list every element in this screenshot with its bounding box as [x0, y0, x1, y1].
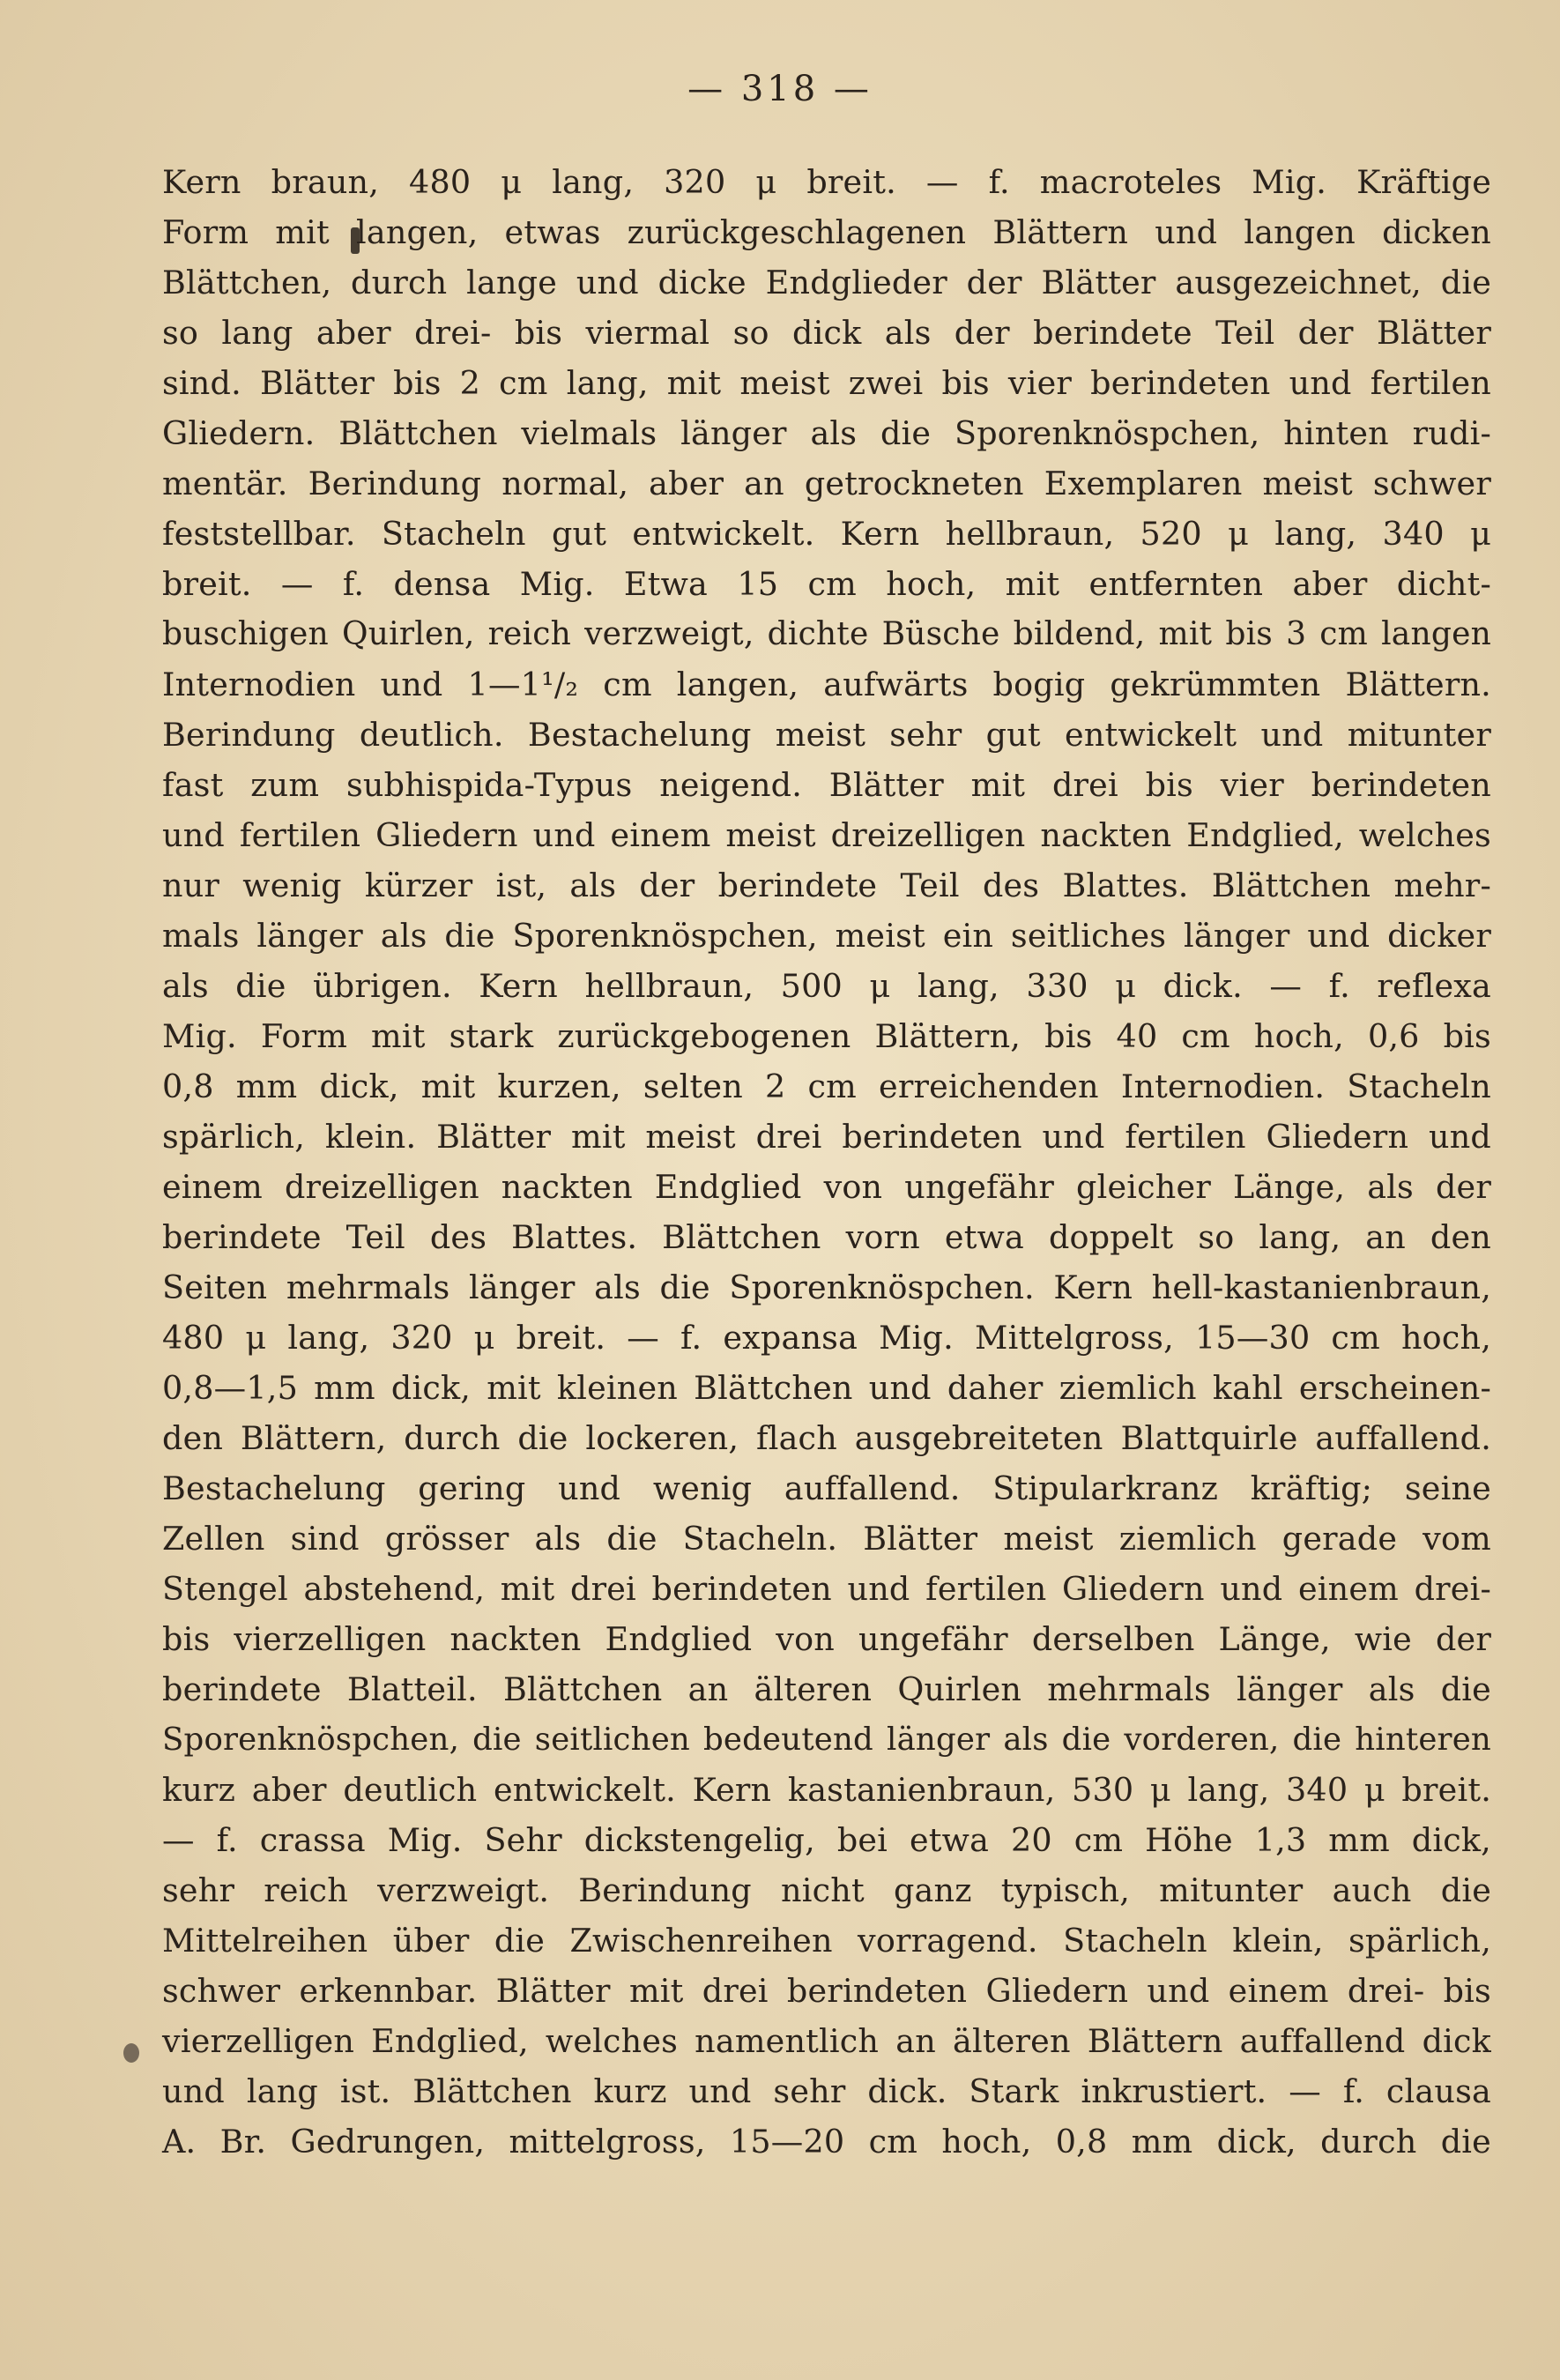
text-line: buschigen Quirlen, reich verzweigt, dichte Büsche bildend, mit bis 3 cm langen [162, 616, 1491, 652]
text-line: Form mit langen, etwas zurückgeschlagenen Blättern und langen dicken [162, 213, 1491, 251]
text-line: fast zum subhispida-Typus neigend. Blätter mit drei bis vier berindeten [162, 766, 1491, 804]
text-line: Blättchen, durch lange und dicke Endglieder der Blätter ausgezeichnet, die [162, 264, 1491, 301]
text-line: berindete Blatteil. Blättchen an älteren Quirlen mehrmals länger als die [162, 1670, 1491, 1708]
text-line: und lang ist. Blättchen kurz und sehr dick. Stark inkrustiert. — f. clausa [162, 2072, 1491, 2110]
text-line: Kern braun, 480 μ lang, 320 μ breit. — f. macroteles Mig. Kräftige [162, 163, 1491, 201]
text-line: A. Br. Gedrungen, mittelgross, 15—20 cm hoch, 0,8 mm dick, durch die [162, 2123, 1491, 2161]
text-line: Bestachelung gering und wenig auffallend. Stipularkranz kräftig; seine [162, 1469, 1491, 1507]
ink-smudge [123, 2043, 139, 2063]
text-line: nur wenig kürzer ist, als der berindete Teil des Blattes. Blättchen mehr- [162, 866, 1491, 904]
text-line: 480 μ lang, 320 μ breit. — f. expansa Mig. Mittelgross, 15—30 cm hoch, [162, 1319, 1491, 1357]
text-line: sind. Blätter bis 2 cm lang, mit meist zwei bis vier berindeten und fertilen [162, 364, 1491, 402]
text-line: schwer erkennbar. Blätter mit drei berindeten Gliedern und einem drei- bis [162, 1972, 1491, 2010]
text-line: 0,8—1,5 mm dick, mit kleinen Blättchen und daher ziemlich kahl erscheinen- [162, 1369, 1491, 1407]
text-line: — f. crassa Mig. Sehr dickstengelig, bei etwa 20 cm Höhe 1,3 mm dick, [162, 1821, 1491, 1859]
text-line: Stengel abstehend, mit drei berindeten und fertilen Gliedern und einem drei- [162, 1570, 1491, 1608]
text-line: Gliedern. Blättchen vielmals länger als die Sporenknöspchen, hinten rudi- [162, 414, 1491, 452]
text-line: spärlich, klein. Blätter mit meist drei berindeten und fertilen Gliedern und [162, 1118, 1491, 1156]
text-line: Zellen sind grösser als die Stacheln. Blätter meist ziemlich gerade vom [162, 1520, 1491, 1558]
page-number: — 318 — [687, 69, 873, 109]
text-line: breit. — f. densa Mig. Etwa 15 cm hoch, mit entfernten aber dicht- [162, 565, 1491, 603]
text-line: kurz aber deutlich entwickelt. Kern kastanienbraun, 530 μ lang, 340 μ breit. [162, 1771, 1491, 1809]
text-line: Sporenknöspchen, die seitlichen bedeutend länger als die vorderen, die hinteren [162, 1722, 1491, 1758]
text-line: den Blättern, durch die lockeren, flach ausgebreiteten Blattquirle auffallend. [162, 1419, 1491, 1457]
text-line: mals länger als die Sporenknöspchen, meist ein seitliches länger und dicker [162, 917, 1491, 955]
text-line: einem dreizelligen nackten Endglied von ungefähr gleicher Länge, als der [162, 1168, 1491, 1206]
text-line: so lang aber drei- bis viermal so dick als der berindete Teil der Blätter [162, 314, 1491, 352]
text-line: Seiten mehrmals länger als die Sporenknöspchen. Kern hell-kastanienbraun, [162, 1268, 1491, 1306]
text-line: und fertilen Gliedern und einem meist dreizelligen nackten Endglied, welches [162, 816, 1491, 854]
text-line: feststellbar. Stacheln gut entwickelt. Kern hellbraun, 520 μ lang, 340 μ [162, 515, 1491, 553]
body-text [162, 157, 1491, 2167]
text-line: 0,8 mm dick, mit kurzen, selten 2 cm erreichenden Internodien. Stacheln [162, 1067, 1491, 1105]
text-line: sehr reich verzweigt. Berindung nicht ganz typisch, mitunter auch die [162, 1871, 1491, 1909]
text-line: Berindung deutlich. Bestachelung meist sehr gut entwickelt und mitunter [162, 716, 1491, 754]
text-line: als die übrigen. Kern hellbraun, 500 μ lang, 330 μ dick. — f. reflexa [162, 967, 1491, 1005]
text-line: vierzelligen Endglied, welches namentlich an älteren Blättern auffallend dick [162, 2022, 1491, 2060]
text-line: berindete Teil des Blattes. Blättchen vorn etwa doppelt so lang, an den [162, 1218, 1491, 1256]
text-line: mentär. Berindung normal, aber an getrockneten Exemplaren meist schwer [162, 465, 1491, 502]
text-line: bis vierzelligen nackten Endglied von ungefähr derselben Länge, wie der [162, 1620, 1491, 1658]
text-line: Mittelreihen über die Zwischenreihen vorragend. Stacheln klein, spärlich, [162, 1922, 1491, 1960]
text-line: Internodien und 1—1¹/₂ cm langen, aufwärts bogig gekrümmten Blättern. [162, 666, 1491, 703]
text-line: Mig. Form mit stark zurückgebogenen Blättern, bis 40 cm hoch, 0,6 bis [162, 1017, 1491, 1055]
